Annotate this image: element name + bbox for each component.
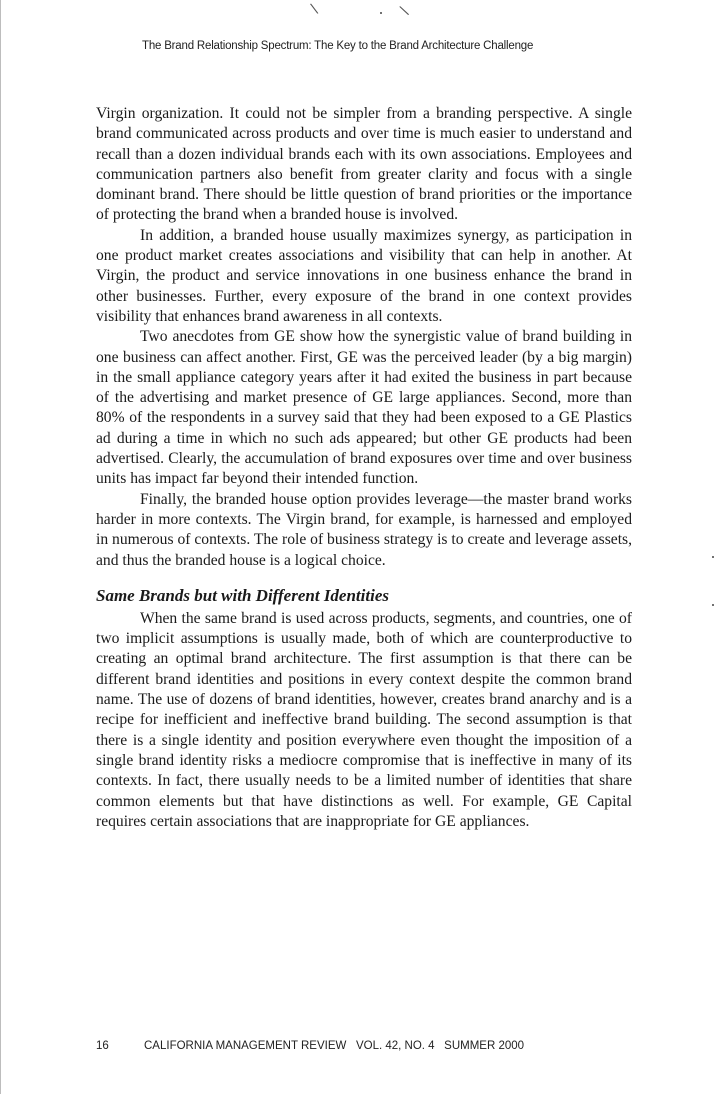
section-heading: Same Brands but with Different Identities (96, 585, 389, 605)
scan-mark: \ (309, 0, 320, 18)
page-footer (96, 1040, 656, 1052)
paragraph: In addition, a branded house usually maximizes synergy, as participation in one product market creates associations and visibility that can help in another. At Virgin, the product and service innovations in one business enhance the brand in other businesses. Further, every exposure of the brand in one context provides visibility that enhances brand awareness in all contexts. (96, 226, 632, 325)
running-head: The Brand Relationship Spectrum: The Key to the Brand Architecture Challenge (142, 40, 534, 52)
article-body (96, 104, 632, 832)
page-number: 16 (96, 1040, 109, 1052)
paragraph: When the same brand is used across products, segments, and countries, one of two implicit assumptions is usually made, both of which are counterproductive to creating an optimal brand architecture. The first assumption is that there can be different brand identities and positions in every context despite the common brand name. The use of dozens of brand identities, however, creates brand anarchy and is a recipe for inefficient and ineffective brand building. The second assumption is that there is a single identity and position everywhere even thought the imposition of a single brand identity risks a mediocre compromise that is ineffective in many of its contexts. In fact, there usually needs to be a limited number of identities that share common elements but that have distinctions as well. For example, GE Capital requires certain associations that are inappropriate for GE appliances. (96, 609, 632, 830)
journal-name: CALIFORNIA MANAGEMENT REVIEW (144, 1040, 347, 1052)
scan-dot (712, 556, 714, 558)
scan-dot (380, 12, 382, 14)
paragraph: Two anecdotes from GE show how the synergistic value of brand building in one business can affect another. First, GE was the perceived leader (by a big margin) in the small appliance category years after it had exited the business in part because of the advertising and market presence of GE large appliances. Second, more than 80% of the respondents in a survey said that they had been exposed to a GE Plastics ad during a time in which no such ads appeared; but other GE products had been advertised. Clearly, the accumulation of brand exposures over time and over business units has impact far beyond their intended function. (96, 328, 632, 488)
issue-date: SUMMER 2000 (444, 1040, 525, 1052)
scan-dot (712, 604, 714, 606)
paragraph: Finally, the branded house option provides leverage—the master brand works harder in more contexts. The Virgin brand, for example, is harnessed and employed in numerous of contexts. The role of business strategy is to create and leverage assets, and thus the branded house is a logical choice. (96, 490, 632, 569)
volume-issue: VOL. 42, NO. 4 (355, 1040, 435, 1052)
paragraph: Virgin organization. It could not be simpler from a branding perspective. A single brand communicated across products and over time is much easier to understand and recall than a dozen individual brands each with its own associations. Employees and communication partners also benefit from greater clarity and focus with a single dominant brand. There should be little question of brand priorities or the importance of protecting the brand when a branded house is involved. (96, 105, 632, 224)
scan-mark: \ (398, 2, 411, 20)
scan-edge (0, 0, 1, 1094)
